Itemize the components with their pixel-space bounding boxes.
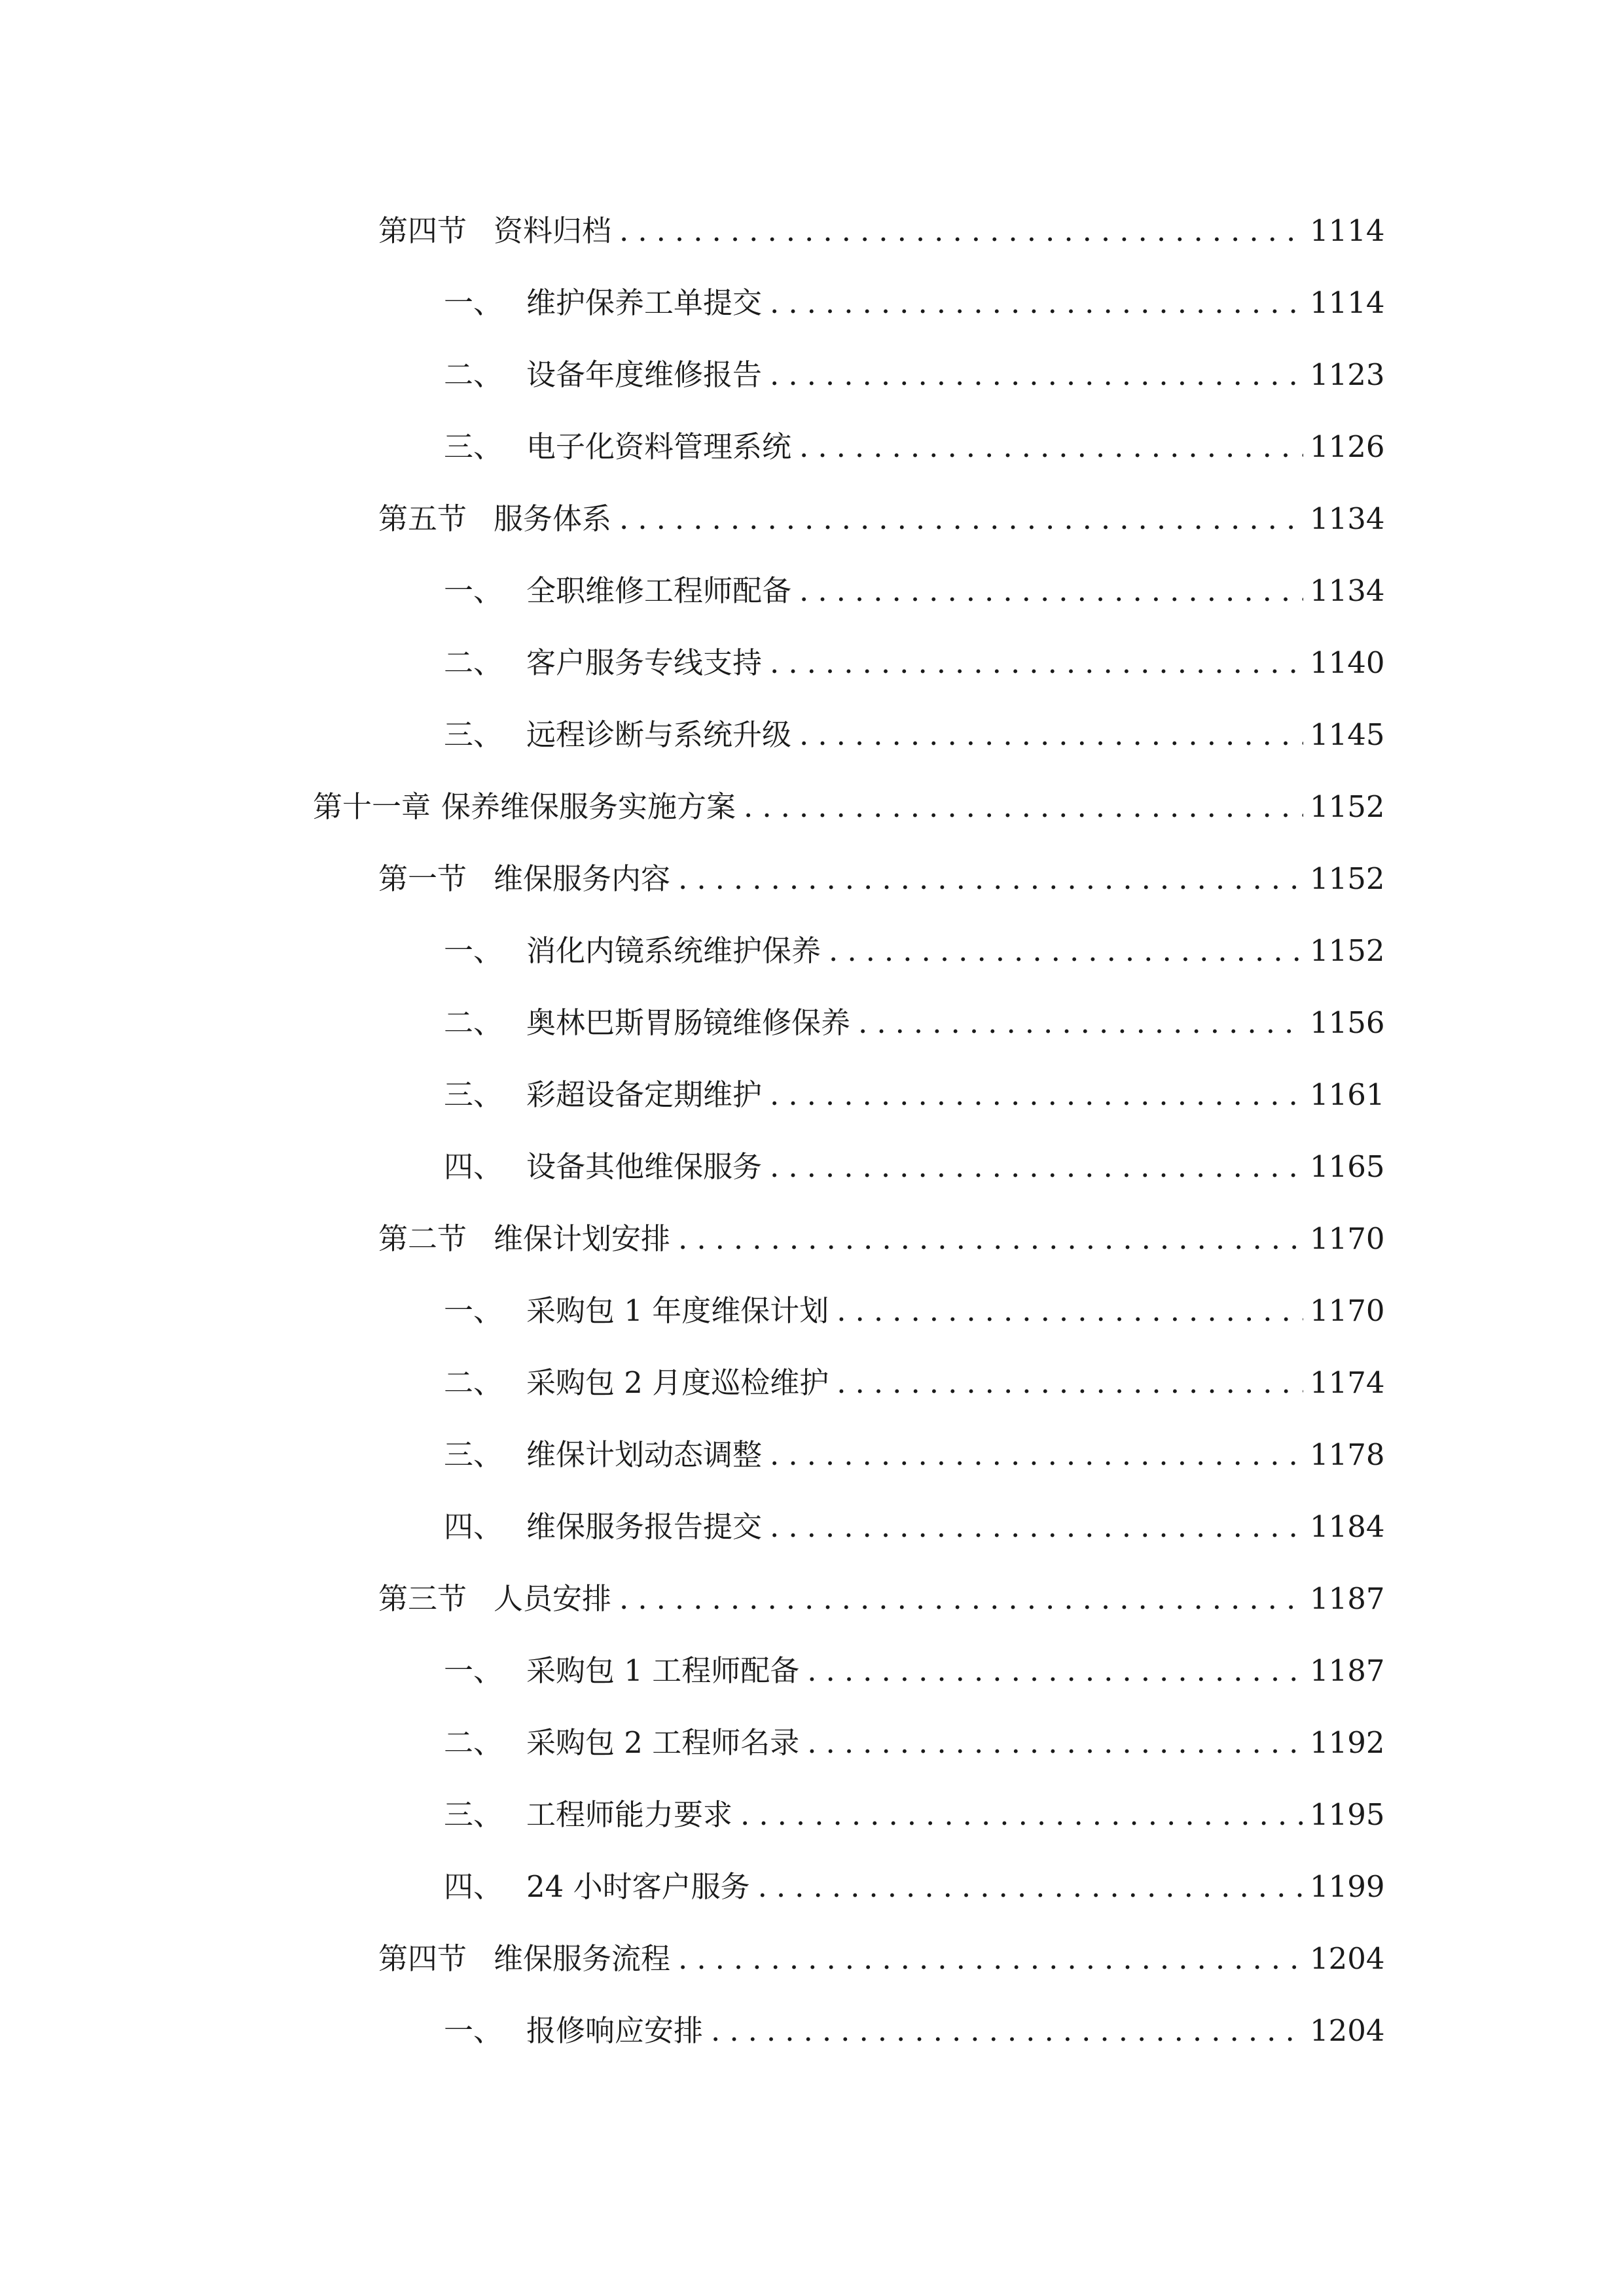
toc-entry-label bbox=[444, 1864, 750, 1910]
toc-entry-page-number: 1123 bbox=[1310, 357, 1385, 392]
toc-entry-title: 设备年度维修报告 bbox=[526, 357, 763, 392]
toc-entry-label bbox=[444, 1360, 829, 1406]
toc-entry-title: 报修响应安排 bbox=[526, 2013, 704, 2048]
toc-entry-section[interactable] bbox=[378, 1576, 1385, 1622]
toc-entry-label bbox=[378, 1576, 611, 1622]
toc-entry-label bbox=[378, 1216, 670, 1262]
toc-entry-title: 全职维修工程师配备 bbox=[526, 573, 792, 608]
toc-entry-subsection[interactable] bbox=[444, 640, 1385, 686]
toc-entry-number: 第五节 bbox=[378, 501, 467, 536]
toc-entry-label bbox=[378, 496, 611, 542]
toc-entry-page-number: 1187 bbox=[1310, 1653, 1385, 1688]
toc-entry-page-number: 1170 bbox=[1310, 1221, 1385, 1256]
toc-dot-leader bbox=[770, 280, 1303, 326]
toc-entry-title: 维保计划安排 bbox=[494, 1221, 671, 1256]
toc-entry-label bbox=[313, 784, 736, 830]
toc-entry-subsection[interactable] bbox=[444, 712, 1385, 758]
toc-entry-subsection[interactable] bbox=[444, 1864, 1385, 1910]
toc-entry-page-number: 1184 bbox=[1310, 1509, 1385, 1544]
toc-entry-title: 客户服务专线支持 bbox=[526, 645, 763, 680]
toc-entry-chapter[interactable] bbox=[313, 784, 1385, 830]
toc-entry-subsection[interactable] bbox=[444, 1504, 1385, 1550]
toc-entry-label bbox=[444, 640, 762, 686]
toc-dot-leader bbox=[758, 1864, 1303, 1910]
toc-entry-label bbox=[444, 1432, 762, 1478]
toc-entry-page-number: 1161 bbox=[1310, 1077, 1385, 1112]
toc-entry-title: 维保计划动态调整 bbox=[526, 1437, 763, 1472]
toc-entry-subsection[interactable] bbox=[444, 1360, 1385, 1406]
toc-dot-leader bbox=[807, 1720, 1303, 1766]
toc-dot-leader bbox=[619, 1576, 1303, 1622]
toc-entry-subsection[interactable] bbox=[444, 1288, 1385, 1334]
toc-entry-page-number: 1165 bbox=[1310, 1149, 1385, 1184]
toc-entry-label bbox=[444, 712, 791, 758]
toc-entry-subsection[interactable] bbox=[444, 2008, 1385, 2054]
toc-entry-page-number: 1152 bbox=[1310, 861, 1385, 896]
toc-entry-label bbox=[444, 280, 762, 326]
toc-dot-leader bbox=[678, 1216, 1303, 1262]
toc-entry-page-number: 1134 bbox=[1310, 573, 1385, 608]
toc-entry-subsection[interactable] bbox=[444, 424, 1385, 470]
toc-entry-title: 24 小时客户服务 bbox=[526, 1869, 750, 1904]
toc-entry-page-number: 1204 bbox=[1310, 1941, 1385, 1976]
toc-dot-leader bbox=[770, 640, 1303, 686]
toc-entry-label bbox=[444, 1144, 762, 1190]
toc-entry-label bbox=[378, 1936, 670, 1982]
toc-entry-title: 保养维保服务实施方案 bbox=[441, 789, 736, 824]
toc-entry-subsection[interactable] bbox=[444, 928, 1385, 974]
toc-entry-number: 三、 bbox=[444, 1437, 503, 1472]
toc-entry-subsection[interactable] bbox=[444, 1144, 1385, 1190]
toc-entry-title: 远程诊断与系统升级 bbox=[526, 717, 792, 752]
toc-entry-page-number: 1114 bbox=[1310, 213, 1385, 248]
toc-dot-leader bbox=[829, 928, 1303, 974]
toc-entry-subsection[interactable] bbox=[444, 1720, 1385, 1766]
toc-dot-leader bbox=[619, 496, 1303, 542]
toc-entry-number: 第三节 bbox=[378, 1581, 467, 1616]
toc-entry-label bbox=[444, 1072, 762, 1118]
toc-entry-number: 二、 bbox=[444, 1725, 503, 1760]
toc-entry-page-number: 1170 bbox=[1310, 1293, 1385, 1328]
toc-entry-number: 第十一章 bbox=[313, 789, 431, 824]
toc-dot-leader bbox=[770, 1072, 1303, 1118]
toc-entry-page-number: 1174 bbox=[1310, 1365, 1385, 1400]
toc-entry-title: 采购包 2 月度巡检维护 bbox=[526, 1365, 829, 1400]
toc-dot-leader bbox=[711, 2008, 1303, 2054]
toc-entry-title: 采购包 1 工程师配备 bbox=[526, 1653, 800, 1688]
toc-entry-page-number: 1204 bbox=[1310, 2013, 1385, 2048]
toc-entry-subsection[interactable] bbox=[444, 1648, 1385, 1694]
toc-entry-subsection[interactable] bbox=[444, 352, 1385, 398]
toc-entry-number: 三、 bbox=[444, 429, 503, 464]
toc-dot-leader bbox=[744, 784, 1303, 830]
toc-entry-number: 一、 bbox=[444, 573, 503, 608]
toc-entry-label bbox=[444, 568, 791, 614]
toc-entry-number: 二、 bbox=[444, 1365, 503, 1400]
toc-dot-leader bbox=[678, 856, 1303, 902]
toc-entry-label bbox=[444, 1288, 829, 1334]
toc-entry-page-number: 1114 bbox=[1310, 285, 1385, 320]
toc-entry-label bbox=[444, 928, 821, 974]
toc-entry-title: 采购包 2 工程师名录 bbox=[526, 1725, 800, 1760]
toc-dot-leader bbox=[678, 1936, 1303, 1982]
toc-entry-number: 一、 bbox=[444, 1293, 503, 1328]
toc-entry-number: 三、 bbox=[444, 717, 503, 752]
toc-entry-label bbox=[444, 1000, 850, 1046]
toc-entry-section[interactable] bbox=[378, 1936, 1385, 1982]
toc-entry-number: 三、 bbox=[444, 1077, 503, 1112]
toc-entry-subsection[interactable] bbox=[444, 280, 1385, 326]
toc-entry-number: 一、 bbox=[444, 933, 503, 968]
toc-entry-label bbox=[378, 208, 611, 254]
toc-dot-leader bbox=[799, 568, 1303, 614]
toc-entry-title: 维保服务内容 bbox=[494, 861, 671, 896]
toc-entry-subsection[interactable] bbox=[444, 1432, 1385, 1478]
toc-entry-page-number: 1187 bbox=[1310, 1581, 1385, 1616]
toc-entry-title: 资料归档 bbox=[494, 213, 612, 248]
toc-entry-number: 三、 bbox=[444, 1797, 503, 1832]
toc-entry-number: 二、 bbox=[444, 1005, 503, 1040]
toc-dot-leader bbox=[770, 1504, 1303, 1550]
toc-entry-number: 一、 bbox=[444, 1653, 503, 1688]
toc-dot-leader bbox=[807, 1648, 1303, 1694]
toc-entry-subsection[interactable] bbox=[444, 1000, 1385, 1046]
toc-dot-leader bbox=[858, 1000, 1303, 1046]
toc-entry-number: 四、 bbox=[444, 1149, 503, 1184]
toc-entry-label bbox=[444, 2008, 703, 2054]
toc-entry-subsection[interactable] bbox=[444, 568, 1385, 614]
toc-entry-page-number: 1192 bbox=[1310, 1725, 1385, 1760]
toc-entry-title: 奥林巴斯胃肠镜维修保养 bbox=[526, 1005, 851, 1040]
toc-entry-title: 工程师能力要求 bbox=[526, 1797, 733, 1832]
toc-entry-label bbox=[444, 352, 762, 398]
toc-entry-section[interactable] bbox=[378, 208, 1385, 254]
toc-dot-leader bbox=[799, 424, 1303, 470]
toc-entry-number: 四、 bbox=[444, 1869, 503, 1904]
toc-entry-page-number: 1152 bbox=[1310, 933, 1385, 968]
toc-entry-title: 彩超设备定期维护 bbox=[526, 1077, 763, 1112]
toc-entry-label bbox=[444, 1720, 799, 1766]
toc-entry-label bbox=[444, 1504, 762, 1550]
toc-dot-leader bbox=[619, 208, 1303, 254]
toc-dot-leader bbox=[740, 1792, 1303, 1838]
toc-entry-section[interactable] bbox=[378, 856, 1385, 902]
toc-entry-page-number: 1145 bbox=[1310, 717, 1385, 752]
toc-entry-number: 第四节 bbox=[378, 213, 467, 248]
toc-entry-section[interactable] bbox=[378, 496, 1385, 542]
toc-entry-number: 第四节 bbox=[378, 1941, 467, 1976]
toc-entry-title: 电子化资料管理系统 bbox=[526, 429, 792, 464]
toc-dot-leader bbox=[837, 1360, 1303, 1406]
toc-entry-page-number: 1140 bbox=[1310, 645, 1385, 680]
toc-entry-number: 第二节 bbox=[378, 1221, 467, 1256]
toc-entry-page-number: 1195 bbox=[1310, 1797, 1385, 1832]
toc-entry-page-number: 1126 bbox=[1310, 429, 1385, 464]
toc-entry-label bbox=[444, 1648, 799, 1694]
toc-dot-leader bbox=[770, 352, 1303, 398]
toc-entry-title: 人员安排 bbox=[494, 1581, 612, 1616]
toc-entry-number: 一、 bbox=[444, 2013, 503, 2048]
toc-entry-page-number: 1156 bbox=[1310, 1005, 1385, 1040]
toc-entry-label bbox=[444, 1792, 732, 1838]
toc-entry-title: 维保服务流程 bbox=[494, 1941, 671, 1976]
toc-entry-title: 采购包 1 年度维保计划 bbox=[526, 1293, 829, 1328]
toc-entry-page-number: 1178 bbox=[1310, 1437, 1385, 1472]
toc-entry-page-number: 1134 bbox=[1310, 501, 1385, 536]
toc-entry-title: 维保服务报告提交 bbox=[526, 1509, 763, 1544]
toc-entry-page-number: 1152 bbox=[1310, 789, 1385, 824]
toc-dot-leader bbox=[770, 1432, 1303, 1478]
toc-dot-leader bbox=[799, 712, 1303, 758]
toc-entry-subsection[interactable] bbox=[444, 1792, 1385, 1838]
toc-entry-label bbox=[378, 856, 670, 902]
toc-entry-number: 二、 bbox=[444, 357, 503, 392]
toc-entry-title: 维护保养工单提交 bbox=[526, 285, 763, 320]
toc-entry-label bbox=[444, 424, 791, 470]
toc-entry-title: 设备其他维保服务 bbox=[526, 1149, 763, 1184]
toc-entry-number: 第一节 bbox=[378, 861, 467, 896]
toc-entry-section[interactable] bbox=[378, 1216, 1385, 1262]
toc-dot-leader bbox=[837, 1288, 1303, 1334]
toc-entry-title: 消化内镜系统维护保养 bbox=[526, 933, 821, 968]
toc-entry-subsection[interactable] bbox=[444, 1072, 1385, 1118]
toc-entry-number: 二、 bbox=[444, 645, 503, 680]
toc-entry-title: 服务体系 bbox=[494, 501, 612, 536]
toc-entry-page-number: 1199 bbox=[1310, 1869, 1385, 1904]
toc-entry-number: 一、 bbox=[444, 285, 503, 320]
toc-dot-leader bbox=[770, 1144, 1303, 1190]
toc-entry-number: 四、 bbox=[444, 1509, 503, 1544]
